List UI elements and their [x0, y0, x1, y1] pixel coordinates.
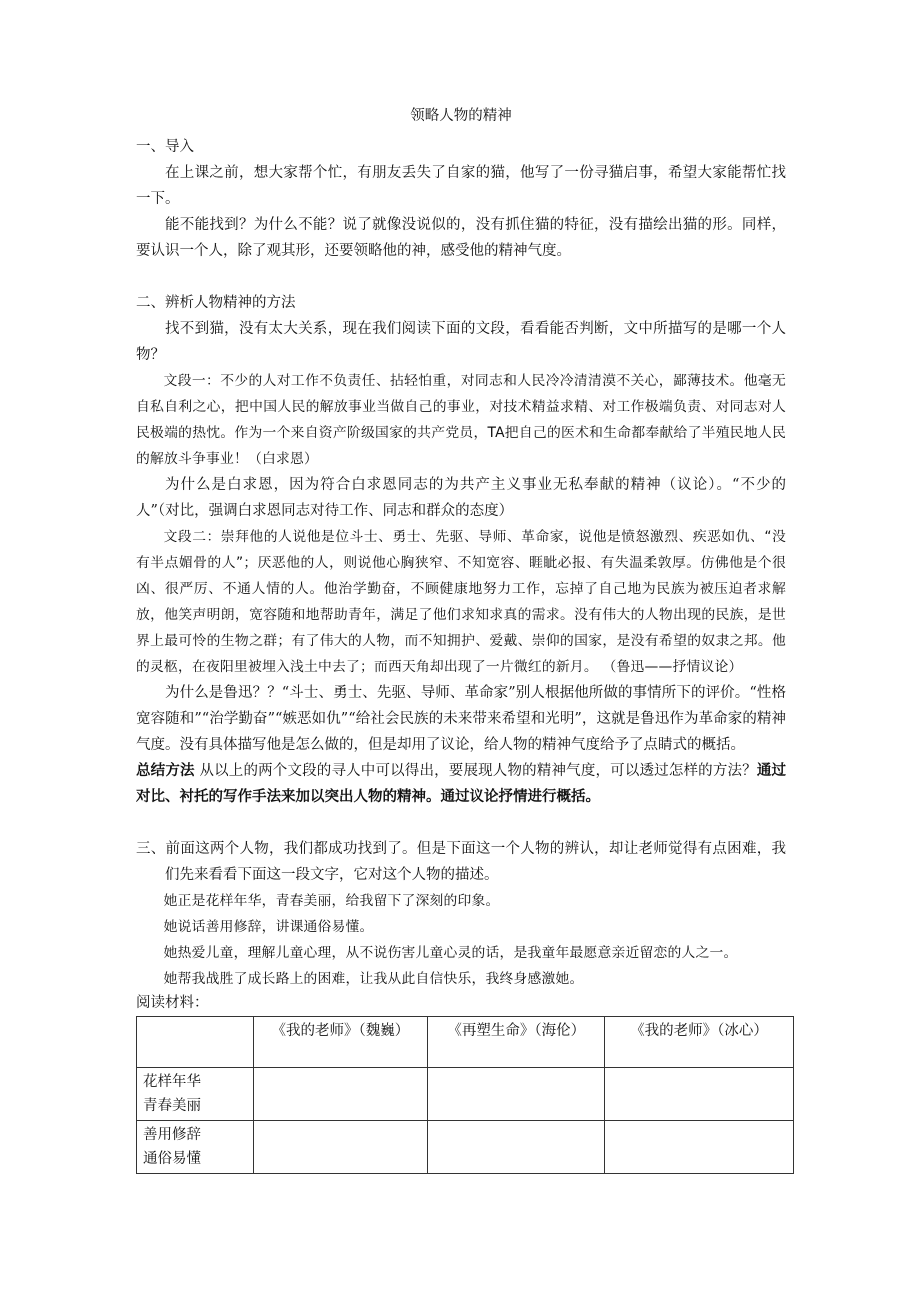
summary-label: 总结方法: [136, 762, 195, 779]
analysis-2: 为什么是鲁迅？？“斗士、勇士、先驱、导师、革命家”别人根据他所做的事情所下的评价。“性格宽容随和”“治学勤奋”“嫉恶如仇”“给社会民族的未来带来希望和光明”，这就是鲁迅作为革命家的精神气度。没有具体描写他是怎么做的，但是却用了议论，给人物的精神气度给予了点睛式的概括。: [136, 685, 786, 753]
row-label-cell: [137, 1121, 254, 1174]
table-header-row: [137, 1017, 794, 1068]
passage-2: 文段二：崇拜他的人说他是位斗士、勇士、先驱、导师、革命家，说他是愤怒激烈、疾恶如仇、“没有半点媚骨的人”；厌恶他的人，则说他心胸狭窄、不知宽容、睚眦必报、有失温柔敦厚。仿佛他是个很凶、很严厉、不通人情的人。他治学勤奋，不顾健康地努力工作，忘掉了自己地为民族为被压迫者求解放，他笑声明朗，宽容随和地帮助青年，满足了他们求知求真的需求。没有伟大的人物出现的民族，是世界上最可怜的生物之群；有了伟大的人物，而不知拥护、爱戴、崇仰的国家，是没有希望的奴隶之邦。他的灵柩，在夜阳里被埋入浅土中去了；而西天角却出现了一片微红的新月。 （鲁迅——抒情议论）: [136, 529, 786, 675]
summary-paragraph: [136, 758, 786, 810]
reading-material-label: 阅读材料：: [136, 995, 209, 1011]
description-line-3: 她热爱儿童，理解儿童心理，从不说伤害儿童心灵的话，是我童年最愿意亲近留恋的人之一。: [163, 945, 738, 961]
table-cell[interactable]: [428, 1068, 605, 1121]
row-label-line: 善用修辞: [143, 1127, 201, 1143]
description-line-1: 她正是花样年华，青春美丽，给我留下了深刻的印象。: [163, 893, 500, 909]
row-label-line: 青春美丽: [143, 1098, 201, 1114]
section2-intro: 找不到猫，没有太大关系，现在我们阅读下面的文段，看看能否判断，文中所描写的是哪一个人物？: [136, 321, 786, 363]
page-title: 领略人物的精神: [410, 108, 512, 124]
table-cell[interactable]: [253, 1068, 428, 1121]
table-cell[interactable]: [428, 1121, 605, 1174]
description-line-4: 她帮我战胜了成长路上的困难，让我从此自信快乐，我终身感激她。: [163, 971, 584, 987]
section1-paragraph-1: 在上课之前，想大家帮个忙，有朋友丢失了自家的猫，他写了一份寻猫启事，希望大家能帮忙找一下。: [136, 165, 786, 207]
summary-text: 从以上的两个文段的寻人中可以得出，要展现人物的精神气度，可以透过怎样的方法？: [194, 763, 757, 779]
table-cell[interactable]: [605, 1121, 794, 1174]
section3-heading: 三、前面这两个人物，我们都成功找到了。但是下面这一个人物的辨认，却让老师觉得有点困难，我们先来看看下面这一段文字，它对这个人物的描述。: [136, 841, 786, 883]
section1-heading: 一、导入: [136, 139, 194, 155]
table-header-cell: 《我的老师》（魏巍）: [253, 1017, 428, 1068]
document-content: [136, 106, 786, 1174]
summary-answer: 通过对比、衬托的写作手法来加以突出人物的精神。通过议论抒情进行概括。: [136, 762, 787, 805]
table-header-cell: 《我的老师》（冰心）: [605, 1017, 794, 1068]
section1-paragraph-2: 能不能找到？为什么不能？说了就像没说似的，没有抓住猫的特征，没有描绘出猫的形。同样，要认识一个人，除了观其形，还要领略他的神，感受他的精神气度。: [136, 217, 786, 259]
spacer: [136, 264, 786, 290]
comparison-table: [136, 1016, 794, 1174]
analysis-1: 为什么是白求恩，因为符合白求恩同志的为共产主义事业无私奉献的精神（议论）。“不少的人”（对比，强调白求恩同志对待工作、同志和群众的态度）: [136, 477, 786, 519]
spacer: [136, 810, 786, 836]
table-cell[interactable]: [253, 1121, 428, 1174]
row-label-cell: [137, 1068, 254, 1121]
table-header-cell: 《再塑生命》（海伦）: [428, 1017, 605, 1068]
table-row: [137, 1068, 794, 1121]
row-label-line: 通俗易懂: [143, 1151, 201, 1167]
table-cell[interactable]: [605, 1068, 794, 1121]
section2-heading: 二、辨析人物精神的方法: [136, 295, 296, 311]
table-row: [137, 1121, 794, 1174]
description-line-2: 她说话善用修辞，讲课通俗易懂。: [163, 919, 374, 935]
table-header-cell: [137, 1017, 254, 1068]
row-label-line: 花样年华: [143, 1074, 201, 1090]
passage-1: 文段一：不少的人对工作不负责任、拈轻怕重，对同志和人民冷冷清清漠不关心，鄙薄技术。他毫无自私自利之心，把中国人民的解放事业当做自己的事业，对技术精益求精、对工作极端负责、对同志对人民极端的热忱。作为一个来自资产阶级国家的共产党员，TA把自己的医术和生命都奉献给了半殖民地人民的解放斗争事业！（白求恩）: [136, 373, 786, 467]
